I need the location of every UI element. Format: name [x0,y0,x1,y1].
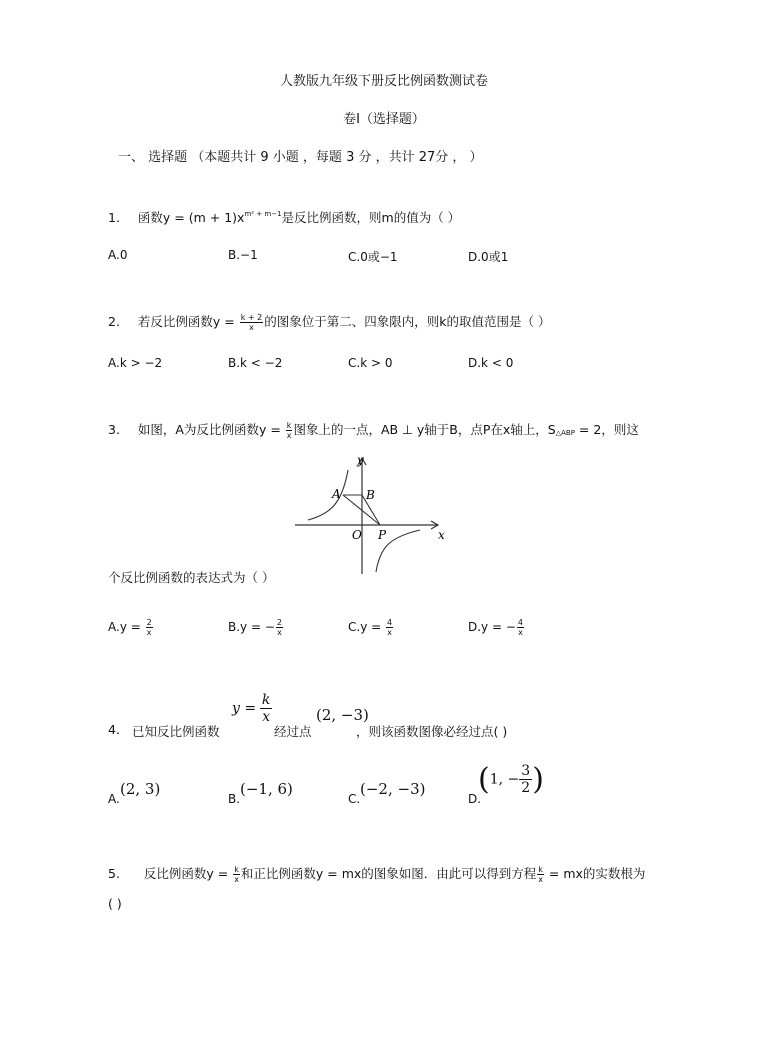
exponent: m² + m−1 [244,210,282,218]
denominator: x [262,709,271,725]
question-text-end: 是反比例函数，则m的值为（ ） [281,210,461,225]
q3-figure [290,452,450,577]
question-text: 若反比例函数y = [137,314,239,329]
question-text-end: = mx的实数根为 [544,866,646,881]
question-number: 1. [108,210,120,225]
fraction [240,313,264,332]
option-text: C.y = [348,620,385,634]
fraction [386,618,393,637]
numerator: 2 [276,618,282,627]
question-text-end: 的图象位于第二、四象限内，则k的取值范围是（ ） [264,314,551,329]
q2-option-a[interactable]: A.k > −2 [108,356,163,370]
question-text-mid: 图象上的一点，AB ⊥ y轴于B，点P在x轴上，S [293,422,556,437]
option-text: A.y = [108,620,145,634]
option-text: 1, − [489,771,520,788]
denominator: x [146,628,152,637]
numerator: 4 [386,618,393,627]
page-subtitle: 卷Ⅰ（选择题） [343,112,425,127]
option-text: D.y = − [468,620,516,634]
numerator: k [261,692,271,708]
numerator: k [234,865,239,874]
fraction [519,763,532,796]
question-4-text: 已知反比例函数 [132,724,220,739]
question-text: 函数y = (m + 1)x [137,210,245,225]
q3-option-c[interactable] [348,618,394,637]
q4-formula [232,692,272,725]
label-o: O [352,528,362,542]
question-text: 反比例函数y = [143,866,233,881]
fraction [146,618,153,637]
fraction [233,865,240,884]
question-number: 3. [108,422,120,437]
question-5-continuation: ( ) [108,896,122,911]
label-b: B [366,488,375,502]
q4-option-d-value[interactable]: (1, − $\frac{3}{2}$ ) [478,762,544,797]
numerator: k + 2 [240,313,263,322]
label-y: y [357,453,364,467]
fraction [286,421,293,440]
q2-option-c[interactable]: C.k > 0 [348,356,393,370]
fraction-2 [537,865,544,884]
q1-option-a[interactable]: A.0 [108,248,128,262]
question-1 [108,208,460,226]
denominator: x [277,628,282,637]
q4-option-c-value[interactable]: (−2, −3) [360,780,426,798]
q4-option-a-label[interactable]: A. [108,792,120,806]
numerator: k [538,865,543,874]
denominator: x [518,628,523,637]
question-4-number: 4. [108,722,120,737]
denominator: x [234,875,239,884]
curve-quadrant-2 [308,470,348,520]
q4-option-b-label[interactable]: B. [228,792,241,806]
denominator: x [286,431,292,440]
q3-option-a[interactable] [108,618,154,637]
q4-option-d-label[interactable]: D. [468,792,482,806]
question-text-end: = 2，则这 [574,422,639,437]
question-3-continuation: 个反比例函数的表达式为（ ） [108,570,275,585]
q1-option-c[interactable]: C.0或−1 [348,250,398,264]
question-text-mid: 和正比例函数y = mx的图象如图．由此可以得到方程 [240,866,537,881]
denominator: x [387,628,392,637]
label-x: x [438,528,445,542]
q1-option-d[interactable]: D.0或1 [468,250,509,264]
question-5 [108,864,645,884]
denominator: x [249,323,254,332]
q4-point: (2, −3) [316,706,369,724]
label-p: P [378,528,387,542]
question-number: 2. [108,314,120,329]
denominator: x [538,875,543,884]
numerator: 2 [146,618,152,627]
question-2 [108,312,550,332]
q3-option-b[interactable] [228,618,284,637]
numerator: 4 [517,618,523,627]
question-text: 如图，A为反比例函数y = [137,422,285,437]
fraction [517,618,524,637]
q4-option-b-value[interactable]: (−1, 6) [240,780,293,798]
numerator: k [286,421,292,430]
denominator: 2 [521,780,531,796]
section-heading: 一、 选择题 （本题共计 9 小题 ，每题 3 分 ，共计 27分 ， ） [118,150,483,165]
question-4-mid: 经过点 [274,724,312,739]
q1-option-b[interactable]: B.−1 [228,248,258,262]
q4-option-c-label[interactable]: C. [348,792,361,806]
q4-option-a-value[interactable]: (2, 3) [120,780,161,798]
q2-option-b[interactable]: B.k < −2 [228,356,283,370]
question-number: 5. [108,866,120,881]
q3-option-d[interactable] [468,618,525,637]
fraction [276,618,283,637]
subscript: △ABP [555,429,575,437]
q2-option-d[interactable]: D.k < 0 [468,356,514,370]
option-text: B.y = − [228,620,275,634]
question-4-end: ，则该函数图像必经过点( ) [356,724,508,739]
label-a: A [332,487,341,501]
fraction [260,692,272,725]
question-3 [108,420,639,440]
numerator: 3 [521,763,531,779]
formula-lhs: y = [232,700,257,717]
page-title: 人教版九年级下册反比例函数测试卷 [279,74,488,89]
